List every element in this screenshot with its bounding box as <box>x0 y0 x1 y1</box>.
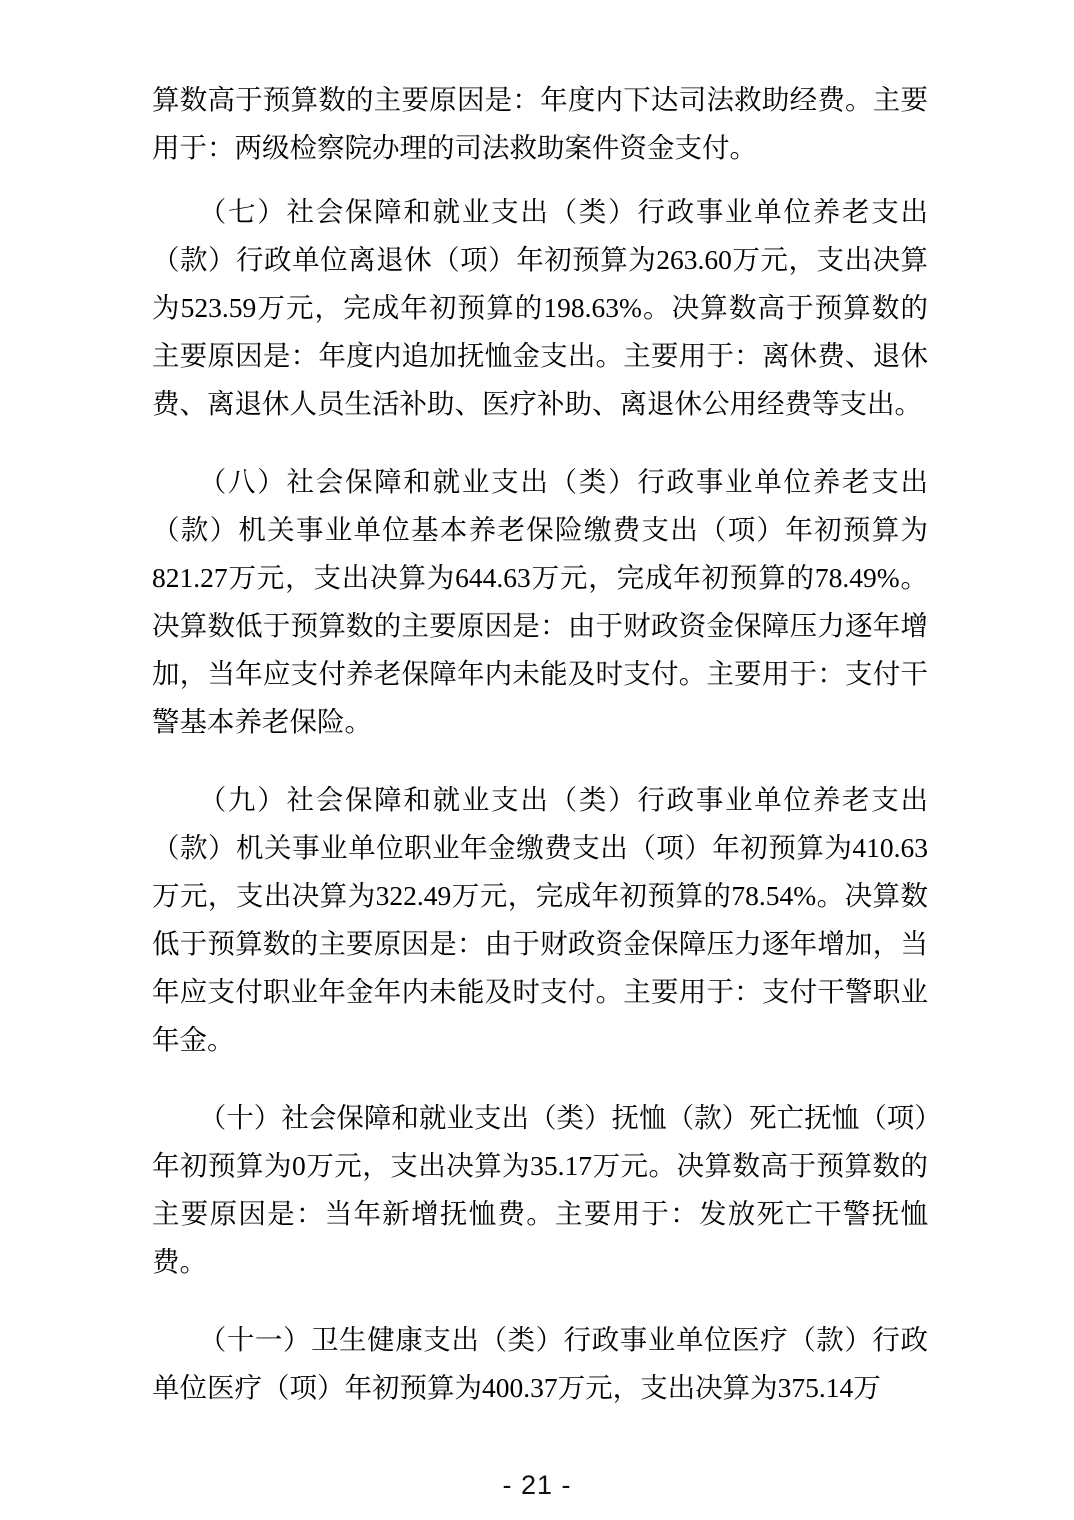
paragraph-item-11: （十一）卫生健康支出（类）行政事业单位医疗（款）行政单位医疗（项）年初预算为400.37万元，支出决算为375.14万 <box>152 1324 928 1403</box>
page-footer <box>0 1470 1074 1501</box>
page-number: - 21 - <box>502 1470 572 1500</box>
paragraph-item-7: （七）社会保障和就业支出（类）行政事业单位养老支出（款）行政单位离退休（项）年初预算为263.60万元，支出决算为523.59万元，完成年初预算的198.63%。决算数高于预算数的主要原因是：年度内追加抚恤金支出。主要用于：离休费、退休费、离退休人员生活补助、医疗补助、离退休公用经费等支出。 <box>152 196 928 419</box>
paragraph-continuation: 算数高于预算数的主要原因是：年度内下达司法救助经费。主要用于：两级检察院办理的司法救助案件资金支付。 <box>152 84 928 163</box>
document-body <box>152 76 928 1412</box>
paragraph-item-8: （八）社会保障和就业支出（类）行政事业单位养老支出（款）机关事业单位基本养老保险缴费支出（项）年初预算为821.27万元，支出决算为644.63万元，完成年初预算的78.49%。决算数低于预算数的主要原因是：由于财政资金保障压力逐年增加，当年应支付养老保障年内未能及时支付。主要用于：支付干警基本养老保险。 <box>152 466 928 737</box>
paragraph-item-10: （十）社会保障和就业支出（类）抚恤（款）死亡抚恤（项）年初预算为0万元，支出决算为35.17万元。决算数高于预算数的主要原因是：当年新增抚恤费。主要用于：发放死亡干警抚恤费。 <box>152 1102 928 1277</box>
paragraph-item-9: （九）社会保障和就业支出（类）行政事业单位养老支出（款）机关事业单位职业年金缴费支出（项）年初预算为410.63万元，支出决算为322.49万元，完成年初预算的78.54%。决算数低于预算数的主要原因是：由于财政资金保障压力逐年增加，当年应支付职业年金年内未能及时支付。主要用于：支付干警职业年金。 <box>152 784 928 1055</box>
